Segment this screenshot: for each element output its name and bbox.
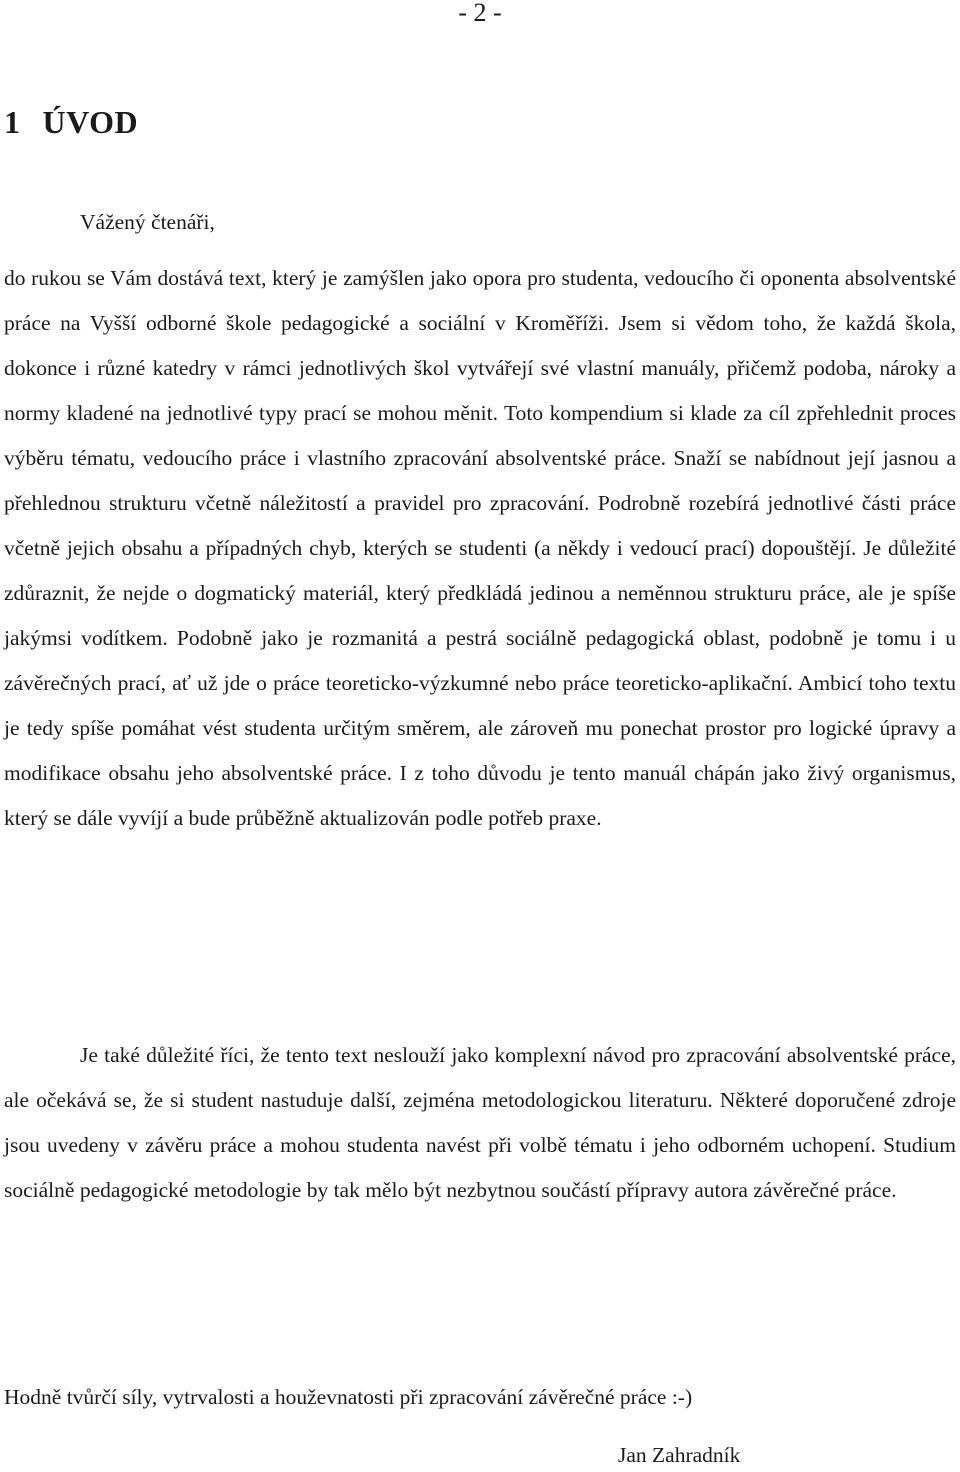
paragraph-second: Je také důležité říci, že tento text neslouží jako komplexní návod pro zpracování absolventské práce, ale očekává se, že si student nastuduje další, zejména metodologickou literaturu. Některé doporučené zdroje jsou uvedeny v závěru práce a mohou studenta navést při volbě tématu i jeho odborném uchopení. Studium sociálně pedagogické metodologie by tak mělo být nezbytnou součástí přípravy autora závěrečné práce. bbox=[4, 1043, 956, 1202]
closing-line: Hodně tvůrčí síly, vytrvalosti a houževnatosti při zpracování závěrečné práce :-) bbox=[4, 1385, 693, 1409]
paragraph-intro: do rukou se Vám dostává text, který je zamýšlen jako opora pro studenta, vedoucího či oponenta absolventské práce na Vyšší odborné škole pedagogické a sociální v Kroměříži. Jsem si vědom toho, že každá škola, dokonce i různé katedry v rámci jednotlivých škol vytvářejí své vlastní manuály, přičemž podoba, nároky a normy kladené na jednotlivé typy prací se mohou měnit. Toto kompendium si klade za cíl zpřehlednit proces výběru tématu, vedoucího práce i vlastního zpracování absolventské práce. Snaží se nabídnout její jasnou a přehlednou strukturu včetně náležitostí a pravidel pro zpracování. Podrobně rozebírá jednotlivé části práce včetně jejich obsahu a případných chyb, kterých se studenti (a někdy i vedoucí prací) dopouštějí. Je důležité zdůraznit, že nejde o dogmatický materiál, který předkládá jedinou a neměnnou strukturu práce, ale je spíše jakýmsi vodítkem. Podobně jako je rozmanitá a pestrá sociálně pedagogická oblast, podobně je tomu i u závěrečných prací, ať už jde o práce teoreticko-výzkumné nebo práce teoreticko-aplikační. Ambicí toho textu je tedy spíše pomáhat vést studenta určitým směrem, ale zároveň mu ponechat prostor pro logické úpravy a modifikace obsahu jeho absolventské práce. I z toho důvodu je tento manuál chápán jako živý organismus, který se dále vyvíjí a bude průběžně aktualizován podle potřeb praxe. bbox=[4, 266, 956, 830]
chapter-title: ÚVOD bbox=[42, 104, 139, 140]
salutation: Vážený čtenáři, bbox=[80, 210, 215, 234]
page-number: - 2 - bbox=[458, 0, 502, 27]
author-signature: Jan Zahradník bbox=[618, 1443, 741, 1467]
chapter-number: 1 bbox=[4, 104, 21, 140]
chapter-heading bbox=[4, 100, 138, 144]
